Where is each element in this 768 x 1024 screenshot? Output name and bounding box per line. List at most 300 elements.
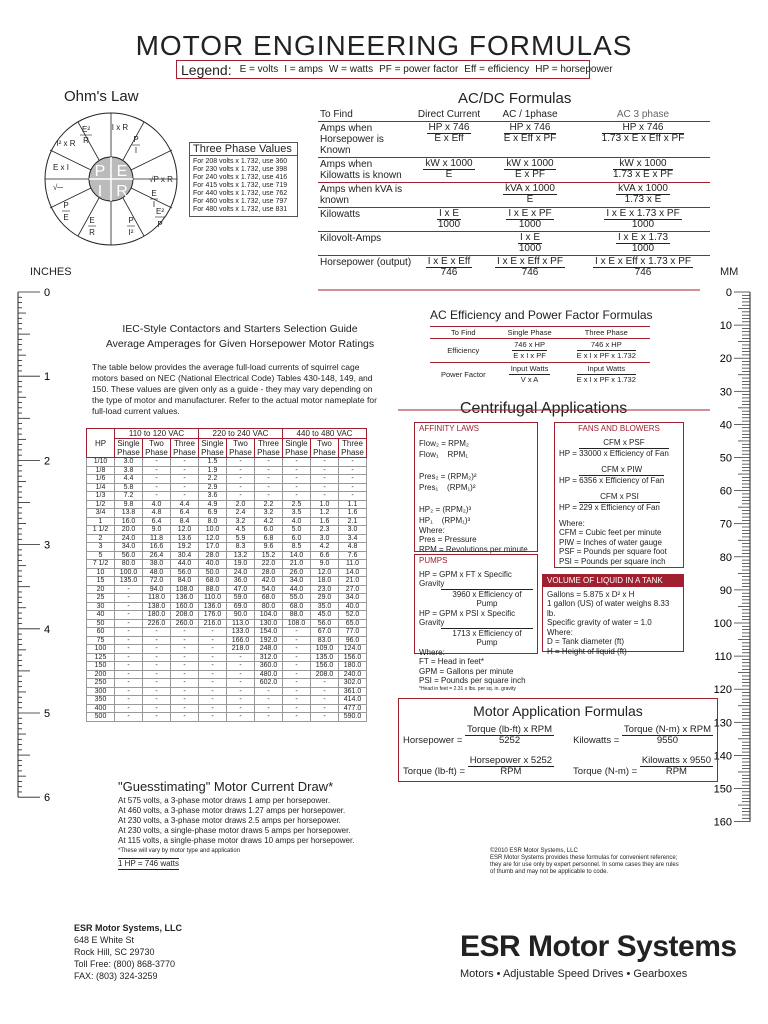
table-cell: 3.8: [115, 466, 143, 475]
table-cell: -: [199, 645, 227, 654]
acdc-label: Horsepower (output): [318, 256, 414, 280]
table-cell: 4.2: [311, 543, 339, 552]
table-cell: -: [311, 713, 339, 722]
table-cell: -: [171, 458, 199, 467]
table-row: [87, 713, 367, 722]
amp-col-header: Three Phase: [255, 439, 283, 458]
table-row: [87, 679, 367, 688]
iec-title: IEC-Style Contactors and Starters Selection Guide: [122, 323, 358, 335]
mm-label: 80: [719, 551, 732, 564]
maf-title: Motor Application Formulas: [473, 703, 643, 719]
table-cell: 135.0: [311, 653, 339, 662]
table-cell: -: [115, 696, 143, 705]
toll-free: Toll Free: (800) 868-3770: [74, 959, 176, 969]
three-phase-line: For 480 volts x 1.732, use 831: [193, 206, 288, 213]
copyright: [490, 848, 680, 876]
table-cell: 14.0: [339, 568, 367, 577]
table-cell: -: [283, 636, 311, 645]
table-cell: -: [171, 696, 199, 705]
table-cell: 361.0: [339, 687, 367, 696]
table-cell: 3/4: [87, 509, 115, 518]
acdc-title: AC/DC Formulas: [458, 90, 572, 107]
table-row: [87, 560, 367, 569]
table-cell: 1/6: [87, 475, 115, 484]
eff-pf-title: AC Efficiency and Power Factor Formulas: [430, 308, 653, 322]
table-cell: 8.5: [283, 543, 311, 552]
pumps-formula-den: 3960 x Efficiency of Pump: [441, 589, 533, 609]
legend-item: HP = horsepower: [535, 64, 613, 75]
table-cell: 3: [87, 543, 115, 552]
table-row: [87, 492, 367, 501]
three-phase-line: For 460 volts x 1.732, use 797: [193, 198, 288, 205]
table-cell: 12.0: [199, 534, 227, 543]
volume-line: D = Tank diameter (ft): [547, 637, 624, 646]
affinity-formulas: Flow₂ = RPM₂ Flow₁ RPM₁ Pres₂ = (RPM₂)² Pres₁ (RPM₁)² HP₂ = (RPM₂)³ HP₁ (RPM₁)³: [419, 438, 477, 525]
table-cell: -: [283, 662, 311, 671]
table-cell: -: [311, 483, 339, 492]
table-cell: 156.0: [311, 662, 339, 671]
table-cell: -: [115, 619, 143, 628]
table-cell: 40.0: [199, 560, 227, 569]
table-cell: 100.0: [115, 568, 143, 577]
table-cell: 200: [87, 670, 115, 679]
table-cell: 108.0: [171, 585, 199, 594]
table-cell: 38.0: [143, 560, 171, 569]
ohms-e: E: [116, 163, 128, 180]
brand-logo: ESR Motor Systems: [460, 930, 737, 963]
table-cell: 5.8: [115, 483, 143, 492]
table-cell: -: [115, 713, 143, 722]
table-cell: -: [171, 662, 199, 671]
page-title: MOTOR ENGINEERING FORMULAS: [135, 30, 633, 61]
maf-hp: Horsepower = $\frac{\text{Torque (lb-ft) x RPM}}{5252}$: [403, 724, 553, 746]
table-cell: -: [115, 704, 143, 713]
table-cell: -: [143, 628, 171, 637]
legend-item: E = volts: [239, 64, 279, 75]
table-cell: 1/10: [87, 458, 115, 467]
formula: $\frac{\text{kVA x 1000}}{\text{1.73 x E}}$: [618, 183, 668, 205]
acdc-label: Amps when Horsepower is Known: [318, 122, 414, 158]
table-cell: 113.0: [227, 619, 255, 628]
table-cell: 96.0: [339, 636, 367, 645]
iec-subtitle: Average Amperages for Given Horsepower Motor Ratings: [105, 338, 375, 350]
table-cell: 2.2: [255, 500, 283, 509]
pumps-where: Where:: [419, 647, 445, 657]
mm-label: 50: [719, 452, 732, 465]
fans-where: Where:: [559, 518, 585, 528]
table-cell: 29.0: [311, 594, 339, 603]
table-row: [87, 534, 367, 543]
acdc-row: [318, 208, 710, 232]
table-cell: -: [255, 475, 283, 484]
pumps-where: GPM = Gallons per minute: [419, 666, 514, 676]
table-cell: 1.2: [311, 509, 339, 518]
table-cell: 3.2: [227, 517, 255, 526]
table-row: [87, 568, 367, 577]
svg-text:E²: E²: [156, 207, 164, 216]
mm-label: 10: [719, 320, 732, 333]
formula: $\frac{\text{I x E}}{1000}$: [437, 208, 461, 230]
legend-item: PF = power factor: [379, 64, 459, 75]
three-phase-line: For 208 volts x 1.732, use 360: [193, 158, 288, 165]
three-phase-line: For 440 volts x 1.732, use 762: [193, 190, 288, 197]
maf-torque-lbft: Torque (lb-ft) = $\frac{\text{Horsepower x 5252}}{\text{RPM}}$: [403, 755, 553, 777]
table-cell: 88.0: [199, 585, 227, 594]
table-cell: 414.0: [339, 696, 367, 705]
table-cell: -: [143, 679, 171, 688]
volume-title: VOLUME OF LIQUID IN A TANK: [543, 575, 683, 587]
table-cell: -: [199, 653, 227, 662]
address: [74, 922, 182, 982]
table-row: [87, 585, 367, 594]
formula: $\frac{\text{746 x HP}}{\text{E x I x PF x 1.732}}$: [576, 340, 636, 360]
table-cell: 12.0: [311, 568, 339, 577]
table-cell: 68.0: [255, 594, 283, 603]
formula: $\frac{\text{kW x 1000}}{\text{E x PF}}$: [506, 158, 554, 180]
table-cell: 166.0: [227, 636, 255, 645]
mm-label: 90: [719, 584, 732, 597]
table-cell: 65.0: [339, 619, 367, 628]
table-cell: 1/3: [87, 492, 115, 501]
table-cell: -: [283, 628, 311, 637]
acdc-header: AC 3 phase: [616, 109, 670, 120]
svg-text:I: I: [152, 200, 156, 209]
table-cell: 5.9: [227, 534, 255, 543]
table-row: [87, 517, 367, 526]
table-cell: 2.5: [283, 500, 311, 509]
svg-text:E: E: [63, 213, 69, 222]
table-row: [87, 696, 367, 705]
table-cell: 26.0: [283, 568, 311, 577]
table-cell: -: [115, 636, 143, 645]
table-cell: 1.6: [311, 517, 339, 526]
amp-group-header: 220 to 240 VAC: [199, 429, 283, 439]
table-cell: -: [311, 492, 339, 501]
table-row: [87, 475, 367, 484]
mm-label: 120: [713, 684, 732, 697]
table-row: [87, 670, 367, 679]
table-cell: 5: [87, 551, 115, 560]
table-cell: 248.0: [255, 645, 283, 654]
amp-col-header: Two Phase: [143, 439, 171, 458]
eff-pf-label: Efficiency: [430, 339, 497, 363]
table-cell: 4.4: [115, 475, 143, 484]
table-cell: -: [171, 628, 199, 637]
inches-label: INCHES: [30, 266, 72, 278]
formula: $\frac{\text{CFM x PIW}}{\text{6356 x Efficiency of Fan}}$: [579, 464, 665, 485]
table-row: [87, 577, 367, 586]
table-cell: 75: [87, 636, 115, 645]
mm-label: 130: [713, 717, 732, 730]
formula: $\frac{\text{I x E x PF}}{1000}$: [508, 208, 552, 230]
brand-tagline: Motors • Adjustable Speed Drives • Gearboxes: [460, 968, 688, 980]
table-cell: 17.0: [199, 543, 227, 552]
table-cell: -: [227, 466, 255, 475]
acdc-row: [318, 232, 710, 256]
table-cell: 56.0: [115, 551, 143, 560]
table-cell: -: [227, 713, 255, 722]
table-row: [87, 662, 367, 671]
acdc-row: [318, 122, 710, 158]
table-cell: -: [255, 492, 283, 501]
table-cell: -: [227, 458, 255, 467]
table-cell: 138.0: [143, 602, 171, 611]
table-cell: 18.0: [311, 577, 339, 586]
table-cell: -: [143, 636, 171, 645]
acdc-row: [318, 256, 710, 280]
table-cell: 1/2: [87, 500, 115, 509]
table-cell: 154.0: [255, 628, 283, 637]
table-cell: -: [143, 704, 171, 713]
table-row: [87, 704, 367, 713]
svg-text:E²: E²: [82, 125, 90, 134]
svg-text:P: P: [128, 216, 134, 225]
mm-label: 20: [719, 353, 732, 366]
table-cell: -: [199, 628, 227, 637]
table-cell: 68.0: [283, 602, 311, 611]
formula: $\frac{\text{746 x HP}}{\text{E x I x PF}}$: [513, 340, 546, 360]
table-cell: -: [171, 687, 199, 696]
table-cell: 3.0: [339, 526, 367, 535]
table-cell: 4.8: [143, 509, 171, 518]
table-cell: 7.2: [115, 492, 143, 501]
iec-paragraph: The table below provides the average full-load currents of squirrel cage motors based on NEC (National Electrical Code) Tables 430-148, 149, and 150. These values are given only as a guide - they may vary depending on the type of motor and manufacturer. Refer to the actual motor nameplate for full-load current values.: [92, 362, 377, 416]
table-cell: 208.0: [311, 670, 339, 679]
table-cell: 360.0: [255, 662, 283, 671]
svg-text:I x R: I x R: [111, 123, 129, 132]
table-cell: -: [283, 704, 311, 713]
table-cell: 19.2: [171, 543, 199, 552]
table-cell: -: [143, 653, 171, 662]
table-cell: -: [171, 483, 199, 492]
table-cell: 1 1/2: [87, 526, 115, 535]
affinity-where: RPM = Revolutions per minute: [419, 544, 528, 554]
fans-where: PSI = Pounds per square inch: [559, 556, 666, 566]
table-cell: 22.0: [255, 560, 283, 569]
table-cell: -: [199, 696, 227, 705]
table-cell: 156.0: [339, 653, 367, 662]
formula: $\frac{\text{I x E x 1.73}}{1000}$: [617, 232, 669, 254]
table-cell: 218.0: [227, 645, 255, 654]
table-cell: 3.5: [283, 509, 311, 518]
table-cell: 216.0: [199, 619, 227, 628]
inch-label: 2: [44, 455, 51, 468]
table-cell: -: [143, 713, 171, 722]
table-cell: 24.0: [115, 534, 143, 543]
eff-pf-header: Three Phase: [563, 327, 650, 339]
table-cell: -: [115, 602, 143, 611]
amp-group-header: 440 to 480 VAC: [283, 429, 367, 439]
three-phase-line: For 415 volts x 1.732, use 719: [193, 182, 288, 189]
mm-label: 140: [713, 750, 732, 763]
table-cell: -: [255, 466, 283, 475]
maf-torque-nm: Torque (N-m) = $\frac{\text{Kilowatts x 9550}}{\text{RPM}}$: [573, 755, 711, 777]
table-cell: 88.0: [283, 611, 311, 620]
table-cell: 15.2: [255, 551, 283, 560]
table-cell: 2.9: [199, 483, 227, 492]
svg-text:√P x R: √P x R: [149, 175, 173, 184]
amp-col-header: Single Phase: [283, 439, 311, 458]
table-cell: 77.0: [339, 628, 367, 637]
inches-ruler: [0, 0, 60, 1024]
acdc-header: To Find: [320, 109, 353, 120]
table-cell: -: [143, 696, 171, 705]
table-cell: -: [171, 492, 199, 501]
table-cell: 135.0: [115, 577, 143, 586]
table-cell: 30: [87, 602, 115, 611]
table-cell: -: [115, 662, 143, 671]
table-row: [87, 543, 367, 552]
table-cell: -: [283, 475, 311, 484]
table-cell: -: [143, 670, 171, 679]
table-cell: 260.0: [171, 619, 199, 628]
three-phase-line: For 230 volts x 1.732, use 398: [193, 166, 288, 173]
table-cell: 40.0: [339, 602, 367, 611]
table-cell: -: [227, 653, 255, 662]
table-cell: -: [143, 492, 171, 501]
maf-kw: Kilowatts = $\frac{\text{Torque (N-m) x RPM}}{9550}$: [573, 724, 711, 746]
table-cell: -: [143, 466, 171, 475]
table-row: [87, 602, 367, 611]
table-cell: -: [227, 696, 255, 705]
table-cell: -: [283, 687, 311, 696]
table-cell: 21.0: [339, 577, 367, 586]
table-row: [87, 687, 367, 696]
formula: $\frac{\text{Input Watts}}{\text{E x I x PF x 1.732}}$: [576, 364, 636, 384]
formula: $\frac{\text{I x E x Eff x 1.73 x PF}}{746}$: [595, 256, 691, 278]
centrifugal-title: Centrifugal Applications: [460, 400, 628, 417]
formula: $\frac{\text{HP x 746}}{\text{E x Eff}}$: [428, 122, 470, 144]
volume-line: Gallons = 5.875 x D² x H: [547, 589, 635, 599]
copyright-text: ESR Motor Systems provides these formulas for convenient reference; they are for use only by expert personnel. In some cases they are rules of thumb and may not be applicable to code.: [490, 855, 679, 875]
table-cell: -: [283, 492, 311, 501]
table-row: [87, 458, 367, 467]
svg-text:P: P: [63, 201, 69, 210]
amperage-table: [86, 428, 367, 722]
formula: $\frac{\text{I x E x 1.73 x PF}}{1000}$: [606, 208, 680, 230]
amp-col-header: Three Phase: [171, 439, 199, 458]
mm-label: 30: [719, 386, 732, 399]
table-cell: -: [115, 594, 143, 603]
table-cell: -: [171, 645, 199, 654]
table-cell: 69.0: [227, 602, 255, 611]
table-cell: 4.4: [171, 500, 199, 509]
table-cell: -: [311, 466, 339, 475]
pumps-box: [414, 554, 538, 692]
table-cell: 4.2: [255, 517, 283, 526]
table-cell: 8.3: [227, 543, 255, 552]
mm-label: 150: [713, 783, 732, 796]
amp-col-header: HP: [87, 429, 115, 458]
table-cell: 19.0: [227, 560, 255, 569]
table-cell: 108.0: [283, 619, 311, 628]
table-cell: 52.0: [339, 611, 367, 620]
table-cell: 130.0: [255, 619, 283, 628]
table-cell: -: [199, 636, 227, 645]
inch-label: 3: [44, 539, 51, 552]
table-cell: -: [171, 466, 199, 475]
table-cell: -: [199, 662, 227, 671]
table-cell: 312.0: [255, 653, 283, 662]
table-cell: 54.0: [255, 585, 283, 594]
mm-label: 160: [713, 816, 732, 829]
guesstimating: [118, 779, 378, 870]
table-cell: 3.6: [199, 492, 227, 501]
table-cell: 124.0: [339, 645, 367, 654]
table-cell: 1/4: [87, 483, 115, 492]
table-row: [87, 611, 367, 620]
table-row: [87, 526, 367, 535]
svg-text:√─: √─: [52, 183, 64, 192]
eff-pf-header: Single Phase: [497, 327, 563, 339]
motor-application-formulas: [398, 698, 718, 782]
table-cell: 10: [87, 568, 115, 577]
table-cell: 350: [87, 696, 115, 705]
volume-box: [542, 574, 684, 656]
table-cell: -: [171, 670, 199, 679]
acdc-label: Amps when Kilowatts is known: [318, 158, 414, 183]
table-cell: -: [171, 679, 199, 688]
table-cell: 302.0: [339, 679, 367, 688]
table-cell: -: [115, 645, 143, 654]
table-cell: -: [143, 475, 171, 484]
table-cell: 1: [87, 517, 115, 526]
table-cell: 2.1: [339, 517, 367, 526]
table-cell: 9.8: [115, 500, 143, 509]
table-cell: -: [199, 713, 227, 722]
table-cell: -: [283, 670, 311, 679]
table-cell: -: [199, 679, 227, 688]
amp-col-header: Single Phase: [199, 439, 227, 458]
eff-pf-section: [430, 308, 658, 386]
acdc-label: Kilowatts: [318, 208, 414, 232]
table-cell: -: [227, 679, 255, 688]
table-cell: -: [339, 483, 367, 492]
table-cell: 104.0: [255, 611, 283, 620]
table-row: [87, 500, 367, 509]
legend-item: I = amps: [284, 64, 323, 75]
table-cell: -: [171, 475, 199, 484]
table-cell: 56.0: [171, 568, 199, 577]
pumps-formula: HP = GPM x PSI x Specific Gravity: [419, 608, 516, 627]
table-cell: 21.0: [283, 560, 311, 569]
guess-hp: 1 HP = 746 watts: [118, 859, 179, 868]
table-row: [87, 466, 367, 475]
guess-note: *These will vary by motor type and application: [118, 848, 241, 854]
table-cell: 477.0: [339, 704, 367, 713]
table-row: [87, 594, 367, 603]
table-cell: 300: [87, 687, 115, 696]
three-phase-values: [189, 142, 298, 217]
table-cell: 72.0: [143, 577, 171, 586]
table-cell: -: [283, 483, 311, 492]
guess-line: At 115 volts, a single-phase motor draws 10 amps per horsepower.: [118, 836, 355, 845]
table-cell: 94.0: [143, 585, 171, 594]
formula: $\frac{\text{HP x 746}}{\text{1.73 x E x Eff x PF}}$: [601, 122, 685, 144]
table-cell: 50: [87, 619, 115, 628]
formula: $\frac{\text{kVA x 1000}}{E}$: [505, 183, 555, 205]
table-row: [87, 509, 367, 518]
acdc-label: Amps when kVA is known: [318, 183, 414, 208]
table-cell: -: [283, 696, 311, 705]
table-cell: -: [143, 458, 171, 467]
table-cell: -: [339, 458, 367, 467]
table-cell: 34.0: [283, 577, 311, 586]
table-cell: -: [311, 687, 339, 696]
table-cell: 133.0: [227, 628, 255, 637]
svg-text:P: P: [133, 135, 139, 144]
table-cell: 7.6: [339, 551, 367, 560]
